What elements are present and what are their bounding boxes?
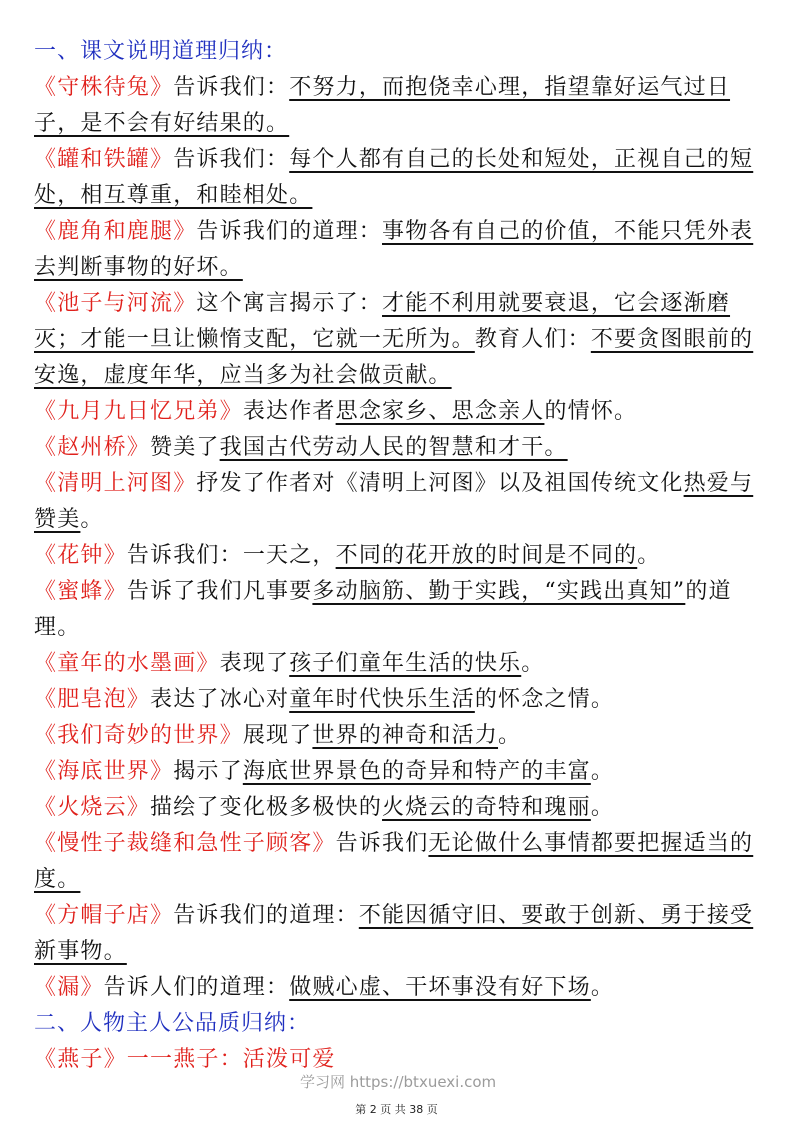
lesson-title: 《我们奇妙的世界》 <box>34 723 243 748</box>
lesson-title: 《罐和铁罐》 <box>34 147 174 172</box>
entry-text: 。 <box>590 759 615 784</box>
key-point: 不同的花开放的时间是不同的 <box>335 543 638 568</box>
key-point: 每个人都有自己的长处和短处，正视自己的短处，相互尊重，和睦相处。 <box>34 147 754 208</box>
entry-text: 告诉人们的道理： <box>103 975 290 1000</box>
lesson-title: 《海底世界》 <box>34 759 174 784</box>
summary-entry <box>34 826 756 898</box>
key-point: 世界的神奇和活力 <box>312 723 499 748</box>
lesson-title: 《鹿角和鹿腿》 <box>34 219 197 244</box>
key-point: 热爱与赞美 <box>34 471 754 532</box>
summary-entry <box>34 430 756 466</box>
entry-text: 。 <box>590 975 615 1000</box>
summary-entry <box>34 646 756 682</box>
summary-entry <box>34 538 756 574</box>
entry-text: 赞美了 <box>150 435 220 460</box>
summary-entry <box>34 754 756 790</box>
key-point: 做贼心虚、干坏事没有好下场 <box>289 975 591 1000</box>
summary-entry <box>34 790 756 826</box>
key-point: 不努力，而抱侥幸心理，指望靠好运气过日子，是不会有好结果的。 <box>34 75 731 136</box>
entry-text: 告诉我们的道理： <box>173 903 359 928</box>
lesson-title: 《燕子》一一燕子：活泼可爱 <box>34 1047 336 1072</box>
lesson-title: 《花钟》 <box>34 543 127 568</box>
lesson-title: 《守株待兔》 <box>34 75 174 100</box>
key-point: 才能不利用就要衰退，它会逐渐磨灭；才能一旦让懒惰支配，它就一无所为。 <box>34 291 731 352</box>
summary-entry <box>34 70 756 142</box>
lesson-title: 《童年的水墨画》 <box>34 651 220 676</box>
lesson-title: 《方帽子店》 <box>34 903 174 928</box>
entry-text: 抒发了作者对《清明上河图》以及祖国传统文化 <box>196 471 684 496</box>
page-footer: 第 2 页 共 38 页 <box>355 1103 438 1116</box>
entry-text: 告诉我们的道理： <box>196 219 383 244</box>
key-point: 童年时代快乐生活 <box>289 687 475 712</box>
key-point: 不能因循守旧、要敢于创新、勇于接受新事物。 <box>34 903 754 964</box>
document-content <box>34 34 756 1078</box>
summary-entry <box>34 286 756 394</box>
lesson-summary-list <box>34 70 756 1006</box>
entry-text: 的怀念之情。 <box>474 687 615 712</box>
entry-text: 告诉我们： <box>173 75 290 100</box>
lesson-title: 《肥皂泡》 <box>34 687 151 712</box>
summary-entry <box>34 970 756 1006</box>
section-heading-2: 二、人物主人公品质归纳： <box>34 1011 311 1036</box>
entry-text: 揭示了 <box>173 759 243 784</box>
summary-entry <box>34 718 756 754</box>
lesson-title: 《蜜蜂》 <box>34 579 127 604</box>
entry-text: 表达作者 <box>242 399 336 424</box>
summary-entry <box>34 466 756 538</box>
key-point: 我国古代劳动人民的智慧和才干。 <box>219 435 568 460</box>
entry-text: 这个寓言揭示了： <box>196 291 383 316</box>
watermark: 学习网 https://btxuexi.com <box>300 1073 497 1091</box>
entry-text: 告诉我们 <box>335 831 429 856</box>
lesson-title: 《慢性子裁缝和急性子顾客》 <box>34 831 336 856</box>
lesson-title: 《池子与河流》 <box>34 291 197 316</box>
entry-text: 展现了 <box>242 723 313 748</box>
key-point: 海底世界景色的奇异和特产的丰富 <box>242 759 591 784</box>
key-point: 无论做什么事情都要把握适当的度。 <box>34 831 754 892</box>
entry-text: 告诉我们： <box>173 147 290 172</box>
key-point: 事物各有自己的价值，不能只凭外表去判断事物的好坏。 <box>34 219 754 280</box>
lesson-title: 《清明上河图》 <box>34 471 197 496</box>
key-point: 孩子们童年生活的快乐 <box>289 651 522 676</box>
summary-entry <box>34 682 756 718</box>
key-point: 火烧云的奇特和瑰丽 <box>382 795 591 820</box>
summary-entry <box>34 394 756 430</box>
entry-text: 。 <box>637 543 661 568</box>
section-heading-1: 一、课文说明道理归纳： <box>34 39 288 64</box>
lesson-title: 《漏》 <box>34 975 104 1000</box>
entry-text: 告诉我们：一天之， <box>126 543 336 568</box>
entry-text: 。 <box>498 723 522 748</box>
lesson-title: 《九月九日忆兄弟》 <box>34 399 243 424</box>
entry-text: 的情怀。 <box>544 399 638 424</box>
entry-text: 描绘了变化极多极快的 <box>150 795 383 820</box>
entry-text: 。 <box>590 795 615 820</box>
key-point: 不要贪图眼前的安逸，虚度年华，应当多为社会做贡献。 <box>34 327 754 388</box>
entry-text: 表现了 <box>219 651 290 676</box>
entry-text: 告诉了我们凡事要 <box>126 579 313 604</box>
summary-entry <box>34 574 756 646</box>
summary-entry <box>34 142 756 214</box>
entry-text: 。 <box>521 651 545 676</box>
entry-text: 表达了冰心对 <box>150 687 290 712</box>
lesson-title: 《火烧云》 <box>34 795 151 820</box>
key-point: 思念家乡、思念亲人 <box>335 399 545 424</box>
summary-entry <box>34 898 756 970</box>
entry-text: 的道理。 <box>34 579 732 640</box>
entry-text: 教育人们： <box>474 327 591 352</box>
entry-text: 。 <box>80 507 104 532</box>
lesson-title: 《赵州桥》 <box>34 435 151 460</box>
key-point: 多动脑筋、勤于实践，“实践出真知” <box>312 579 686 604</box>
summary-entry <box>34 214 756 286</box>
